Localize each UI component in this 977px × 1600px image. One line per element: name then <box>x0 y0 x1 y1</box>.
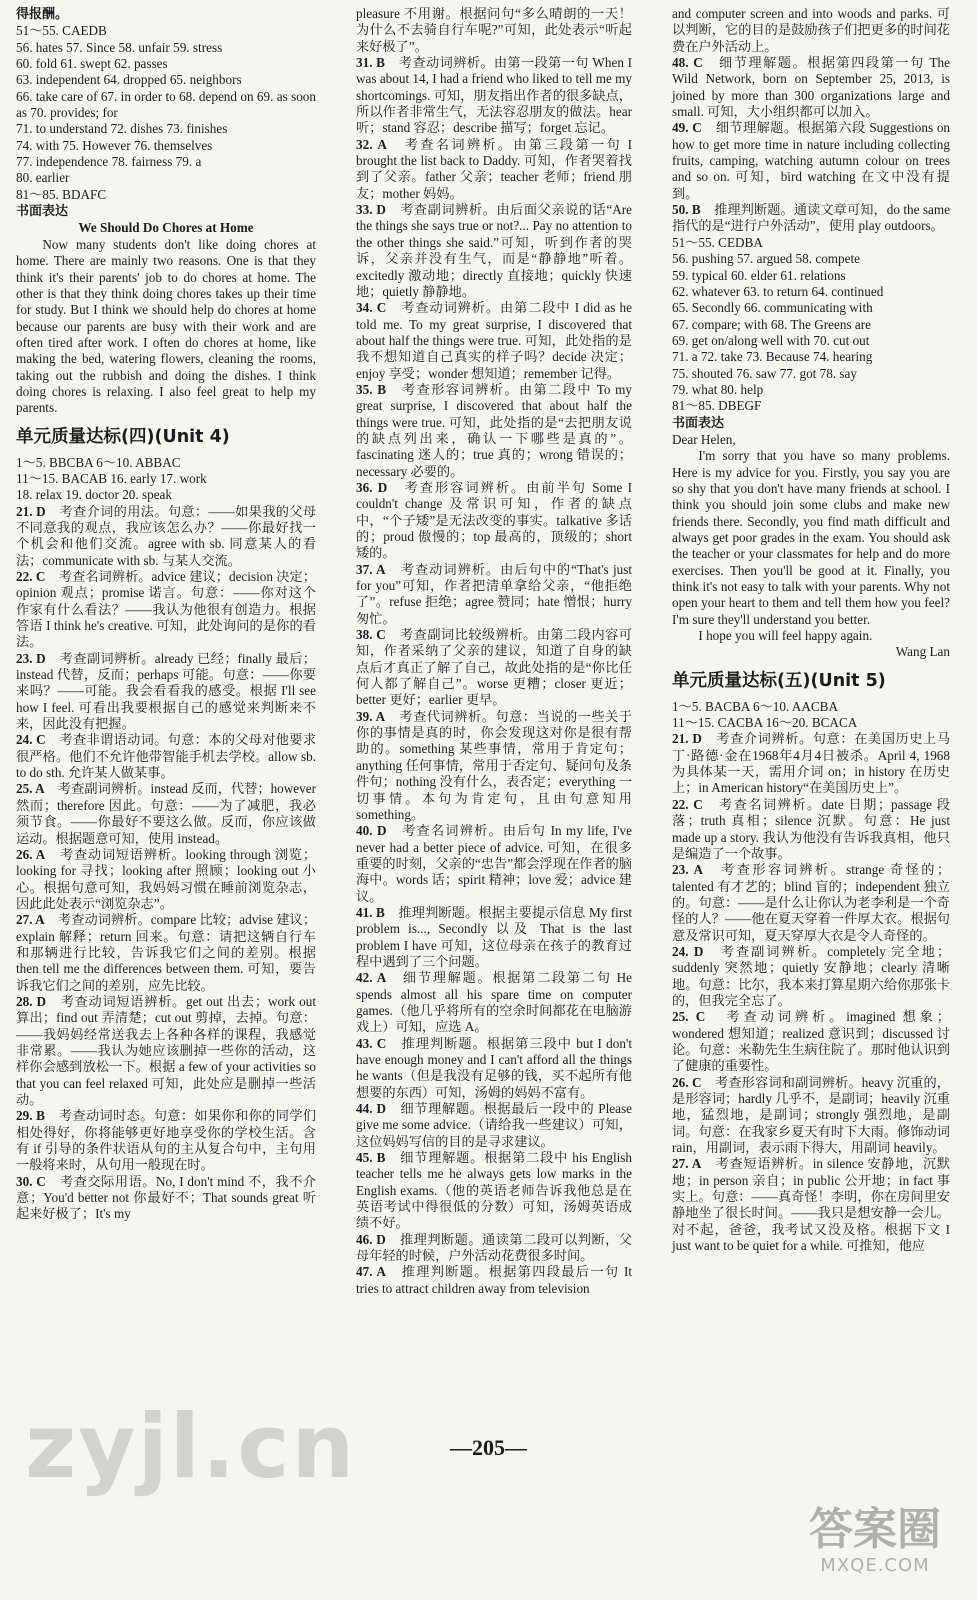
explanation-text: 考查代词辨析。句意：当说的一些关于你的事情是真的时，你会发现这对你是很有帮助的。something 某些事情，常用于肯定句；anything 任何事情，常用于否定句、疑问句及条件句；nothing 没有什么，表否定；everything 一切事情。本句为肯定句，且由句意知用 something。 <box>356 708 633 822</box>
essay-paragraph: I hope you will feel happy again. <box>698 628 873 644</box>
question-number: 34. C <box>356 300 387 316</box>
spacer <box>702 731 716 746</box>
page-number: —205— <box>450 1435 527 1460</box>
answer-line: 51～55. CEDBA <box>672 234 763 250</box>
answer-line: 59. typical 60. elder 61. relations <box>672 267 846 283</box>
spacer <box>385 709 399 724</box>
answer-explanation <box>16 994 316 1108</box>
answer-explanation <box>672 202 950 235</box>
explanation-text: 考查动词辨析。由第一段第一句 When I was about 14, I had a friend who liked to tell me my shortcomings. 可知，朋友指出作者的很多缺点，所以作者非常生气，无法容忍朋友的做法。hear 听；stand 容忍；describe 描写；forget 忘记。 <box>356 55 632 136</box>
spacer <box>46 1174 60 1189</box>
explanation-text: 考查短语辨析。in silence 安静地，沉默地；in person 亲自；in public 公开地；in fact 事实上。句意：——真奇怪！李明，你在房间里安静地坐了很长时间。——我只是想安静一会儿。对不起，爸爸，我考试又没及格。根据下文 I just want to be quiet for a while. 可推知，他应 <box>672 1156 951 1254</box>
spacer <box>46 732 60 747</box>
question-number: 32. A <box>356 136 387 152</box>
spacer <box>46 651 60 666</box>
question-number: 35. B <box>356 381 387 397</box>
answer-line: Dear Helen, <box>672 431 736 447</box>
question-number: 42. A <box>356 970 387 986</box>
question-number: 43. C <box>356 1035 387 1051</box>
spacer <box>386 562 401 577</box>
question-number: 30. C <box>16 1173 46 1189</box>
question-number: 26. C <box>672 1074 702 1090</box>
question-number: 22. C <box>672 796 703 812</box>
answer-explanation <box>356 970 632 1035</box>
question-number: 38. C <box>356 627 386 643</box>
answer-line: 18. relax 19. doctor 20. speak <box>16 487 173 503</box>
section-heading: 书面表达 <box>16 204 69 220</box>
question-number: 23. D <box>16 650 46 666</box>
answer-explanation <box>356 1036 632 1101</box>
answer-line: 11～15. CACBA 16～20. BCACA <box>672 715 858 731</box>
answer-line: 80. earlier <box>16 170 70 186</box>
answer-explanation <box>16 1174 316 1223</box>
answer-line: 1～5. BBCBA 6～10. ABBAC <box>16 454 181 470</box>
answer-line: 67. compare; with 68. The Greens are <box>672 316 871 332</box>
spacer <box>385 55 399 70</box>
answer-line: 11～15. BACAB 16. early 17. work <box>16 470 207 486</box>
explanation-text: 考查动词短语辨析。looking through 浏览；looking for 寻找；looking after 照顾；looking out 小心。根据句意可知，我妈妈习惯在睡前浏览杂志，因此此处表示“浏览杂志”。 <box>16 846 317 911</box>
essay-title: We Should Do Chores at Home <box>78 220 254 236</box>
answer-line: 71. a 72. take 73. Because 74. hearing <box>672 349 873 365</box>
answer-explanation <box>16 781 316 846</box>
answer-explanation <box>672 1156 950 1254</box>
explanation-text: 考查非谓语动词。句意：本的父母对他要求很严格。他们不允许他带智能手机去学校。allow sb. to do sth. 允许某人做某事。 <box>16 732 317 781</box>
explanation-text: 推理判断题。根据主要提示信息 My first problem is..., Secondly 以及 That is the last problem I have 可知，这位母亲在孩子的教育过程中遇到了三个问题。 <box>356 904 633 969</box>
question-number: 29. B <box>16 1108 45 1124</box>
explanation-text: 考查名词辨析。date 日期；passage 段落；truth 真相；silence 沉默。句意：He just made up a story. 我认为他没有告诉我真相，他只是编造了一个故事。 <box>672 796 950 861</box>
explanation-text: 考查副词比较级辨析。由第二段内容可知，作者采纳了父亲的建议，知道了自身的缺点后才真正了解了自己，故此处指的是“你比任何人都了解自己”。worse 更糟；closer 更近；better 更好；earlier 更早。 <box>356 627 632 708</box>
answer-line: 69. get on/along well with 70. cut out <box>672 332 870 348</box>
column-middle <box>356 6 632 1297</box>
answer-explanation <box>16 569 316 651</box>
answer-explanation <box>356 709 632 823</box>
spacer <box>46 504 60 519</box>
question-number: 46. D <box>356 1231 386 1247</box>
question-number: 21. D <box>672 731 702 747</box>
explanation-text: 考查介词辨析。句意：在美国历史上马丁·路德·金在1968年4月4日被杀。April 4, 1968 为具体某一天，需用介词 on；in history 在历史上；in American history“在美国历史上”。 <box>672 731 951 796</box>
answer-explanation <box>672 55 950 120</box>
question-number: 36. D <box>356 479 388 495</box>
question-number: 25. A <box>16 781 45 797</box>
question-number: 21. D <box>16 503 46 519</box>
watermark-mxqe <box>790 1505 960 1576</box>
question-number: 40. D <box>356 823 387 839</box>
spacer <box>387 823 403 838</box>
answer-line: 81～85. DBEGF <box>672 398 762 414</box>
answer-explanation <box>672 1075 950 1157</box>
explanation-text: 考查形容词和副词辨析。heavy 沉重的，是形容词；hardly 几乎不，是副词；heavily 沉重地，猛烈地，是副词；strongly 强烈地，是副词。句意：在我家乡夏天有时下大雨。修饰动词 rain，用副词，表示雨下得大，用副词 heavily。 <box>672 1074 950 1156</box>
spacer <box>386 202 400 217</box>
spacer <box>703 797 719 812</box>
spacer <box>701 1156 716 1171</box>
spacer <box>386 300 401 315</box>
explanation-text: 考查动词时态。句意：如果你和你的同学们相处得好，你将能够更好地享受你的学校生活。含有 if 引导的条件状语从句的主从复合句中，主句用一般将来时，从句用一般现在时。 <box>16 1108 317 1173</box>
spacer <box>703 944 720 959</box>
spacer <box>45 912 58 927</box>
spacer <box>45 781 58 796</box>
answer-line: 66. take care of 67. in order to 68. depend on 69. as soon as 70. provides; for <box>16 88 316 121</box>
question-number: 31. B <box>356 55 385 71</box>
spacer <box>385 1150 400 1165</box>
explanation-text: 考查形容词辨析。由前半句 Some I couldn't change 及常识可知，作者的缺点中，“个子矮”是无法改变的事实。talkative 多话的；proud 傲慢的；top 最高的，顶级的；short 矮的。 <box>356 479 633 561</box>
explanation-text: 考查副词辨析。由后面父亲说的话“Are the things she says true or not?... Pay no attention to the other things she said.”可知，听到作者的哭诉，父亲并没有生气，而是“静静地”听着。excitedly 激动地；directly 直接地；quickly 快速地；quietly 静静地。 <box>356 202 633 299</box>
explanation-text: 考查名词辨析。由第三段第一句 I brought the list back to Daddy. 可知，作者哭着找到了父亲。father 父亲；teacher 老师；friend 朋友；mother 妈妈。 <box>356 136 633 201</box>
answer-explanation <box>356 55 632 137</box>
explanation-text: 考查形容词辨析。由第二段中 To my great surprise, I discovered that about half the things were true. 可知，此处指的是“去把朋友说的缺点列出来，确认一下哪些是真的”。fascinating 迷人的；true 真的；wrong 错误的；necessary 必要的。 <box>356 381 633 479</box>
answer-explanation <box>356 202 632 300</box>
answer-explanation <box>672 862 950 944</box>
column-left <box>16 6 316 1223</box>
answer-line: 1～5. BACBA 6～10. AACBA <box>672 698 838 714</box>
watermark-zyjl: zyjl.cn <box>25 1395 357 1498</box>
question-number: 23. A <box>672 862 704 878</box>
explanation-text: 推理判断题。根据第三段中 but I don't have enough money and I can't afford all the things he wants（但是我没有足够的钱，买不起所有他想要的东西）可知，汤姆的妈妈不富有。 <box>356 1035 632 1100</box>
question-number: 41. B <box>356 904 385 920</box>
answer-explanation <box>672 797 950 862</box>
spacer <box>386 1101 401 1116</box>
question-number: 45. B <box>356 1150 386 1166</box>
answer-line: 51～55. CAEDB <box>16 23 107 39</box>
spacer <box>45 847 60 862</box>
spacer <box>386 382 402 397</box>
answer-explanation <box>16 1108 316 1173</box>
question-number: 44. D <box>356 1101 386 1117</box>
question-number: 33. D <box>356 202 386 218</box>
answer-explanation <box>356 905 632 970</box>
section-heading: 书面表达 <box>672 415 725 431</box>
answer-explanation <box>672 1009 950 1074</box>
explanation-text: 考查副词辨析。instead 反而，代替；however 然而；therefore 因此。句意：——为了减肥，我必须节食。——你最好不要这么做。反而，你应该做运动。根据题意可知，使用 instead。 <box>16 781 316 846</box>
spacer <box>386 970 403 985</box>
explanation-text: 考查动词辨析。由第二段中 I did as he told me. To my great surprise, I discovered that about half the things were true. 可知，此处指的是我不想知道自己真实的样子吗？decide 决定；enjoy 享受；wonder 想知道；remember 记得。 <box>356 300 633 381</box>
question-number: 47. A <box>356 1264 386 1280</box>
answer-line: 56. pushing 57. argued 58. compete <box>672 251 861 267</box>
explanation-text: 推理判断题。通读第二段可以判断，父母年轻的时候，户外活动花费很多时间。 <box>356 1231 632 1264</box>
explanation-text: 考查名词辨析。由后句 In my life, I've never had a better piece of advice. 可知，在很多重要的时刻，父亲的“忠告”都会浮现在作者的脑海中。words 话；spirit 精神；love 爱；advice 建议。 <box>356 823 633 904</box>
answer-explanation <box>16 847 316 912</box>
question-number: 26. A <box>16 846 46 862</box>
explanation-text: 细节理解题。根据第六段 Suggestions on how to get more time in nature including collecting fruits, camping, watching autumn colour on trees and so on. 可知，bird watching 在文中没有提到。 <box>672 120 951 201</box>
question-number: 50. B <box>672 202 701 218</box>
explanation-text: 细节理解题。根据第二段中 his English teacher tells me he always gets low marks in the English exams.（他的英语老师告诉我他总是在英语考试中得很低的分数）可知，汤姆英语成绩不好。 <box>356 1150 633 1231</box>
unit-heading: 单元质量达标(五)(Unit 5) <box>672 670 886 691</box>
answer-explanation <box>356 627 632 709</box>
answer-explanation <box>16 732 316 781</box>
answer-line: pleasure 不用谢。根据问句“多么晴朗的一天！为什么不去骑自行车呢?”可知，此处表示“听起来好极了”。 <box>356 6 632 54</box>
explanation-text: 考查形容词辨析。strange 奇怪的；talented 有才艺的；blind 盲的；independent 独立的。句意：——是什么让你认为老李利是一个奇怪的人？——他在夏天穿着一件厚大衣。根据句意及常识可知，夏天穿厚大衣是令人奇怪的。 <box>672 862 951 943</box>
question-number: 24. C <box>16 732 46 748</box>
answer-line: 62. whatever 63. to return 64. continued <box>672 283 884 299</box>
spacer <box>386 1264 402 1279</box>
explanation-text: 考查副词辨析。already 已经；finally 最后；instead 代替，反而；perhaps 可能。句意：——你要来吗？——可能。我会看看我的感受。根据 I'll see how I feel. 可看出我要根据自己的感觉来判断来不来，因此没有把握。 <box>16 650 316 732</box>
answer-explanation <box>356 1232 632 1265</box>
explanation-text: 细节理解题。根据最后一段中的 Please give me some advice.（请给我一些建议）可知，这位妈妈写信的目的是寻求建议。 <box>356 1101 632 1149</box>
question-number: 24. D <box>672 943 704 959</box>
answer-explanation <box>356 300 632 382</box>
explanation-text: 推理判断题。根据第四段最后一句 It tries to attract children away from television <box>356 1264 633 1296</box>
spacer <box>386 627 400 642</box>
answer-line: and computer screen and into woods and parks. 可以判断，它的目的是鼓励孩子们把更多的时间花费在户外活动上。 <box>672 6 950 54</box>
explanation-text: 考查动词辨析。imagined 想象；wondered 想知道；realized 意识到；discussed 讨论。句意：米勒先生生病住院了。那时他认识到了健康的重要性。 <box>672 1009 950 1074</box>
spacer <box>46 994 61 1009</box>
explanation-text: 考查名词辨析。advice 建议；decision 决定；opinion 观点；promise 诺言。句意：——你对这个作家有什么看法？——我认为他很有创造力。根据答语 I think he's creative. 可知，此处询问的是你的看法。 <box>16 569 316 650</box>
answer-line: 63. independent 64. dropped 65. neighbors <box>16 72 242 88</box>
spacer <box>701 1075 715 1090</box>
spacer <box>385 905 399 920</box>
answer-explanation <box>356 480 632 562</box>
answer-line: 71. to understand 72. dishes 73. finishes <box>16 121 228 137</box>
spacer <box>387 480 404 495</box>
explanation-text: 考查副词辨析。completely 完全地；suddenly 突然地；quietly 安静地；clearly 清晰地。句意：比尔，我本来打算星期六给你那张卡的，但我完全忘了。 <box>672 943 951 1008</box>
spacer <box>705 1009 726 1024</box>
answer-explanation <box>672 944 950 1009</box>
spacer <box>703 862 721 877</box>
answer-explanation <box>16 651 316 733</box>
section-heading: 得报酬。 <box>16 7 69 22</box>
answer-explanation <box>672 731 950 796</box>
signature: Wang Lan <box>895 644 950 660</box>
explanation-text: 考查动词辨析。由后句中的“That's just for you”可知，作者把清单拿给父亲，“他拒绝了”。refuse 拒绝；agree 赞同；hate 憎恨；hurry 匆忙。 <box>356 561 633 626</box>
answer-line: 77. independence 78. fairness 79. a <box>16 154 202 170</box>
question-number: 28. D <box>16 993 47 1009</box>
answer-line: 56. hates 57. Since 58. unfair 59. stress <box>16 39 223 55</box>
answer-line: 60. fold 61. swept 62. passes <box>16 56 168 72</box>
answer-explanation <box>356 137 632 202</box>
answer-line: 79. what 80. help <box>672 381 764 397</box>
answer-explanation <box>356 1264 632 1297</box>
question-number: 48. C <box>672 55 703 71</box>
answer-line: 65. Secondly 66. communicating with <box>672 300 873 316</box>
answer-explanation <box>356 1150 632 1232</box>
watermark-mxqe-url: MXQE.COM <box>820 1555 930 1576</box>
essay-paragraph: I'm sorry that you have so many problems. Here is my advice for you. Firstly, you say you are so shy that you don't have many friends at school. I think you should join some clubs and make new friends there. Secondly, you find math difficult and always get poor grades in the exam. You should ask the teacher or your classmates for help and do more exercises. Then you'll be good at it. Finally, you think it's not easy to talk with your parents. Why not open your heart to them and tell them how you feel? I'm sure they'll understand you better. <box>672 448 950 627</box>
answer-explanation <box>356 1101 632 1150</box>
answer-explanation <box>356 562 632 627</box>
question-number: 25. C <box>672 1009 706 1025</box>
answer-explanation <box>356 382 632 480</box>
spacer <box>45 1108 59 1123</box>
question-number: 39. A <box>356 708 386 724</box>
spacer <box>701 202 714 217</box>
unit-heading: 单元质量达标(四)(Unit 4) <box>16 426 230 447</box>
explanation-text: 考查介词的用法。句意：——如果我的父母不同意我的观点，我应该怎么办？——你最好找一个机会和他们交流。agree with sb. 同意某人的看法；communicate with sb. 与某人交流。 <box>16 503 317 568</box>
spacer <box>703 55 719 70</box>
answer-explanation <box>16 504 316 569</box>
answer-explanation <box>16 912 316 994</box>
spacer <box>386 1232 400 1247</box>
explanation-text: 考查交际用语。No, I don't mind 不，我不介意；You'd better not 你最好不；That sounds great 听起来好极了；It's my <box>16 1173 316 1222</box>
column-right <box>672 6 950 1254</box>
explanation-text: 考查动词短语辨析。get out 出去；work out 算出；find out 弄清楚；cut out 剪掉，去掉。句意：——我妈妈经常送我去上各种各样的课程，我感觉非常累。——我认为她应该删掉一些你的活动，这样你会感到放松一下。根据 a few of your activities so that you can feel relaxed 可知，此处应是删掉一些活动。 <box>16 993 317 1107</box>
spacer <box>702 120 716 135</box>
explanation-text: 考查动词辨析。compare 比较；advise 建议；explain 解释；return 回来。句意：请把这辆自行车和那辆进行比较，告诉我它们之间的差别。根据 then tell me the differences between them. 可知，要告诉我它们之间的差别，应先比较。 <box>16 912 317 993</box>
essay-paragraph: Now many students don't like doing chores at home. There are mainly two reasons. One is that they think it's their parents' job to do chores at home. The other is that they think doing chores takes up their time for study. But I think we should help do chores at home because our parents are busy with their work and are often tired after work. I often do chores at home, like making the bed, watering flowers, cleaning the rooms, taking out the rubbish and doing the dishes. I think doing chores is relaxing. I also feel great to help my parents. <box>16 236 316 416</box>
spacer <box>387 137 405 152</box>
answer-line: 75. shouted 76. saw 77. got 78. say <box>672 365 857 381</box>
question-number: 27. A <box>16 912 45 928</box>
explanation-text: 推理判断题。通读文章可知，do the same 指代的是“进行户外活动”，使用 play outdoors。 <box>672 202 951 234</box>
answer-line: 81～85. BDAFC <box>16 186 107 202</box>
spacer <box>45 569 58 584</box>
explanation-text: 细节理解题。根据第二段第二句 He spends almost all his spare time on computer games.（他几乎将所有的空余时间都花在电脑游戏上）可知，应选 A。 <box>356 970 632 1035</box>
spacer <box>386 1036 401 1051</box>
answer-explanation <box>356 823 632 905</box>
question-number: 37. A <box>356 561 386 577</box>
explanation-text: 细节理解题。根据第四段第一句 The Wild Network, born on September 25, 2013, is joined by more than 300 organizations large and small. 可知，大小组织都可以加入。 <box>672 55 950 120</box>
watermark-mxqe-title: 答案圈 <box>809 1504 941 1555</box>
question-number: 27. A <box>672 1156 702 1172</box>
question-number: 49. C <box>672 120 702 136</box>
question-number: 22. C <box>16 569 46 584</box>
answer-explanation <box>672 120 950 202</box>
answer-line: 74. with 75. However 76. themselves <box>16 137 213 153</box>
